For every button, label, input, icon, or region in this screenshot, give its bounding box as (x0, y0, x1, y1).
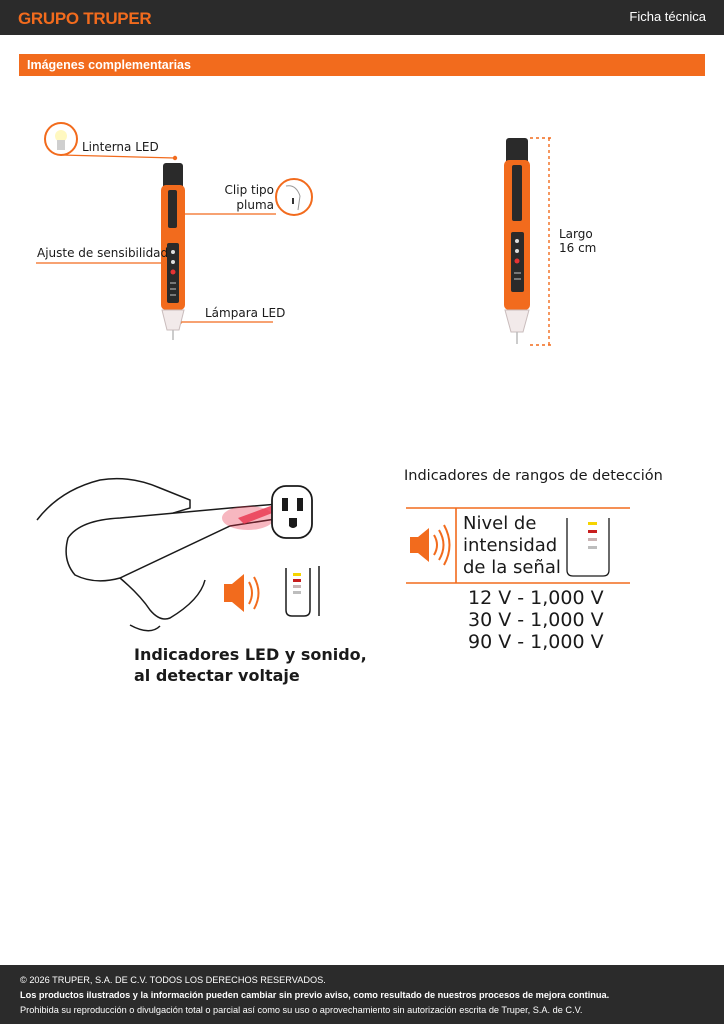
pen-clip-icon (276, 179, 312, 215)
hand-testing-outlet-illustration (0, 460, 340, 640)
footer (0, 965, 724, 1024)
detection-caption-line2: al detectar voltaje (134, 666, 300, 685)
label-pen-clip-line1: Clip tipo (224, 183, 274, 197)
section-title: Imágenes complementarias (27, 58, 191, 72)
length-label-line2: 16 cm (559, 241, 597, 255)
footer-notice: Los productos ilustrados y la información pueden cambiar sin previo aviso, como resultado de nuestros procesos de mejora continua. (20, 990, 610, 1000)
outlet-icon (272, 486, 312, 538)
label-sensitivity-adjust: Ajuste de sensibilidad (37, 246, 169, 260)
signal-label-line2: intensidad (463, 535, 558, 556)
brand-logo: GRUPO TRUPER (18, 9, 152, 28)
footer-legal: Prohibida su reproducción o divulgación total o parcial así como su uso o aprovechamiento sin autorización escrita de Truper, S.A. de C.V. (20, 1005, 583, 1015)
speaker-icon (224, 574, 259, 612)
speaker-icon (410, 525, 450, 565)
led-indicator-icon (567, 518, 609, 576)
ranges-title: Indicadores de rangos de detección (404, 468, 663, 484)
range-value-3: 90 V - 1,000 V (468, 631, 604, 653)
range-value-1: 12 V - 1,000 V (468, 587, 604, 609)
range-value-2: 30 V - 1,000 V (468, 609, 604, 631)
label-led-flashlight: Linterna LED (82, 140, 159, 154)
signal-label-line3: de la señal (463, 557, 561, 578)
signal-label-line1: Nivel de (463, 513, 537, 534)
voltage-tester-length-image (504, 138, 530, 344)
footer-copyright: © 2026 TRUPER, S.A. DE C.V. TODOS LOS DERECHOS RESERVADOS. (20, 975, 326, 985)
led-indicator-icon (286, 566, 319, 616)
label-led-lamp: Lámpara LED (205, 306, 286, 320)
length-label-line1: Largo (559, 227, 593, 241)
document-type-label: Ficha técnica (629, 9, 706, 24)
tester-parts-diagram (0, 0, 724, 400)
length-dimension-line (530, 138, 552, 345)
label-pen-clip-line2: pluma (236, 198, 274, 212)
flashlight-icon (45, 123, 77, 155)
detection-caption-line1: Indicadores LED y sonido, (134, 645, 367, 664)
